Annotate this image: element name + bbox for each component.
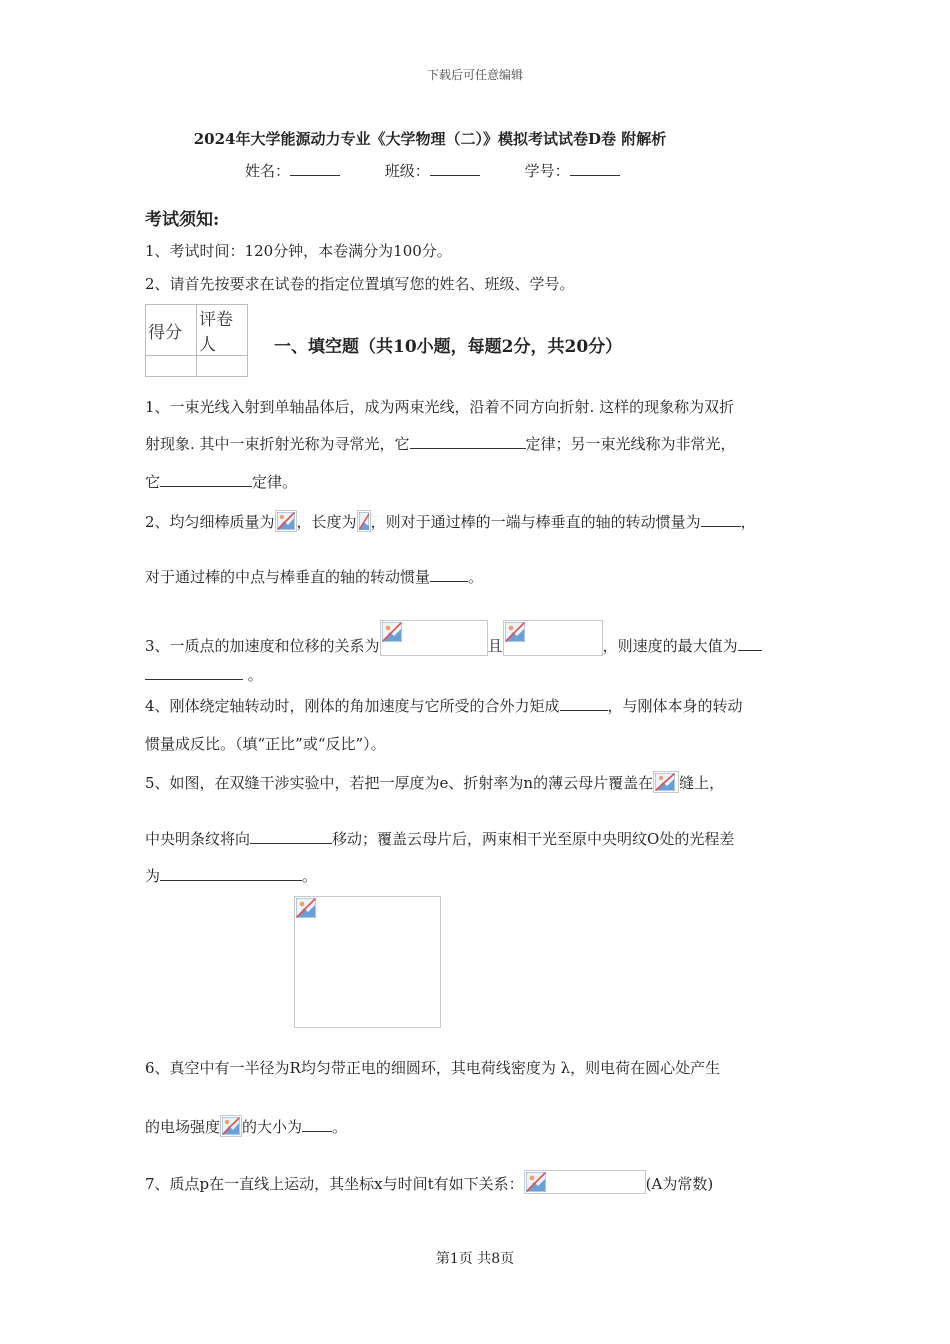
q5-text-f: 。 bbox=[302, 867, 318, 885]
q2-text-d: ， bbox=[740, 513, 756, 531]
broken-image-icon bbox=[524, 1170, 646, 1194]
q2-blank-2[interactable] bbox=[430, 567, 468, 582]
q7-text-b: (A为常数) bbox=[645, 1175, 714, 1193]
q1-text-c: 它 bbox=[145, 473, 161, 491]
grader-header: 评卷人 bbox=[197, 305, 248, 356]
q6-text-a: 的电场强度 bbox=[145, 1118, 221, 1136]
score-header: 得分 bbox=[146, 305, 197, 356]
q2-text-a: 2、均匀细棒质量为 bbox=[145, 513, 275, 531]
q3-line-1 bbox=[145, 620, 762, 656]
q5-text-e: 为 bbox=[145, 867, 161, 885]
student-id-label: 学号： bbox=[524, 162, 570, 180]
q5-text-d: 移动；覆盖云母片后，两束相干光至原中央明纹O处的光程差 bbox=[332, 830, 735, 848]
section-title: 一、填空题（共10小题，每题2分，共20分） bbox=[274, 337, 623, 357]
q1-line-2 bbox=[145, 434, 736, 454]
name-blank[interactable] bbox=[290, 161, 340, 176]
q2-blank-1[interactable] bbox=[701, 512, 741, 527]
q6-line-1: 6、真空中有一半径为R均匀带正电的细圆环，其电荷线密度为 λ，则电荷在圆心处产生 bbox=[145, 1059, 721, 1077]
class-field[interactable] bbox=[385, 160, 480, 181]
q3-text-end: 。 bbox=[247, 666, 263, 684]
notice-title: 考试须知: bbox=[145, 210, 220, 230]
broken-image-icon bbox=[503, 620, 603, 656]
q3-text-b: 且 bbox=[487, 637, 503, 655]
student-id-field[interactable] bbox=[525, 160, 620, 181]
broken-image-icon bbox=[653, 771, 679, 793]
notice-item-1: 1、考试时间：120分钟，本卷满分为100分。 bbox=[145, 242, 452, 260]
score-cell[interactable] bbox=[146, 356, 197, 377]
q3-text-a: 3、一质点的加速度和位移的关系为 bbox=[145, 637, 380, 655]
notice-item-2: 2、请首先按要求在试卷的指定位置填写您的姓名、班级、学号。 bbox=[145, 275, 575, 293]
q3-blank-1b[interactable] bbox=[145, 665, 243, 680]
q2-text-b: ，长度为 bbox=[296, 513, 357, 531]
q1-text-d: 定律。 bbox=[252, 473, 298, 491]
q5-text-c: 中央明条纹将向 bbox=[145, 830, 251, 848]
q1-text-a: 射现象. 其中一束折射光称为寻常光，它 bbox=[145, 435, 410, 453]
q7-text-a: 7、质点p在一直线上运动，其坐标x与时间t有如下关系： bbox=[145, 1175, 524, 1193]
q5-text-a: 5、如图，在双缝干涉实验中，若把一厚度为e、折射率为n的薄云母片覆盖在 bbox=[145, 774, 654, 792]
q5-blank-1[interactable] bbox=[250, 829, 332, 844]
broken-image-icon bbox=[357, 510, 371, 532]
q5-blank-2[interactable] bbox=[160, 866, 302, 881]
q5-line-1 bbox=[145, 771, 724, 793]
q5-text-b: 缝上， bbox=[679, 774, 725, 792]
score-table bbox=[145, 304, 248, 377]
q6-text-b: 的大小为 bbox=[242, 1118, 303, 1136]
class-label: 班级： bbox=[384, 162, 430, 180]
q4-line-2: 惯量成反比。（填“正比”或“反比”）。 bbox=[145, 735, 386, 753]
q6-blank-1[interactable] bbox=[302, 1117, 332, 1132]
q4-blank-1[interactable] bbox=[560, 696, 608, 711]
q1-line-3 bbox=[145, 472, 297, 492]
broken-image-icon bbox=[275, 510, 297, 532]
q1-text-b: 定律；另一束光线称为非常光， bbox=[525, 435, 736, 453]
q5-line-2 bbox=[145, 829, 734, 849]
q2-line-1 bbox=[145, 510, 756, 532]
broken-image-icon bbox=[380, 620, 488, 656]
q3-blank-1a[interactable] bbox=[738, 636, 762, 651]
broken-image-icon bbox=[220, 1115, 242, 1137]
q5-line-3 bbox=[145, 866, 317, 886]
page-number: 第1页 共8页 bbox=[435, 1251, 515, 1267]
double-slit-figure-placeholder bbox=[294, 896, 441, 1028]
name-label: 姓名： bbox=[245, 162, 291, 180]
q1-blank-2[interactable] bbox=[160, 472, 252, 487]
q3-text-c: ，则速度的最大值为 bbox=[602, 637, 738, 655]
student-id-blank[interactable] bbox=[570, 161, 620, 176]
q2-line-2 bbox=[145, 567, 483, 587]
q4-line-1 bbox=[145, 696, 743, 716]
q7-line-1 bbox=[145, 1170, 713, 1194]
q3-line-2 bbox=[145, 665, 263, 685]
student-info-row bbox=[245, 160, 660, 181]
class-blank[interactable] bbox=[430, 161, 480, 176]
header-note: 下载后可任意编辑 bbox=[426, 68, 523, 82]
grader-cell[interactable] bbox=[197, 356, 248, 377]
q1-blank-1[interactable] bbox=[410, 434, 526, 449]
q6-text-c: 。 bbox=[332, 1118, 348, 1136]
q4-text-b: ，与刚体本身的转动 bbox=[607, 697, 743, 715]
q2-text-c: ，则对于通过棒的一端与棒垂直的轴的转动惯量为 bbox=[370, 513, 701, 531]
page-title: 2024年大学能源动力专业《大学物理（二）》模拟考试试卷D卷 附解析 bbox=[193, 130, 667, 148]
name-field[interactable] bbox=[245, 160, 340, 181]
q1-line-1: 1、一束光线入射到单轴晶体后，成为两束光线，沿着不同方向折射. 这样的现象称为双折 bbox=[145, 398, 735, 416]
q4-text-a: 4、刚体绕定轴转动时，刚体的角加速度与它所受的合外力矩成 bbox=[145, 697, 560, 715]
q2-text-e: 对于通过棒的中点与棒垂直的轴的转动惯量 bbox=[145, 568, 431, 586]
broken-image-icon bbox=[296, 898, 316, 918]
q2-text-f: 。 bbox=[468, 568, 484, 586]
q6-line-2 bbox=[145, 1115, 347, 1137]
